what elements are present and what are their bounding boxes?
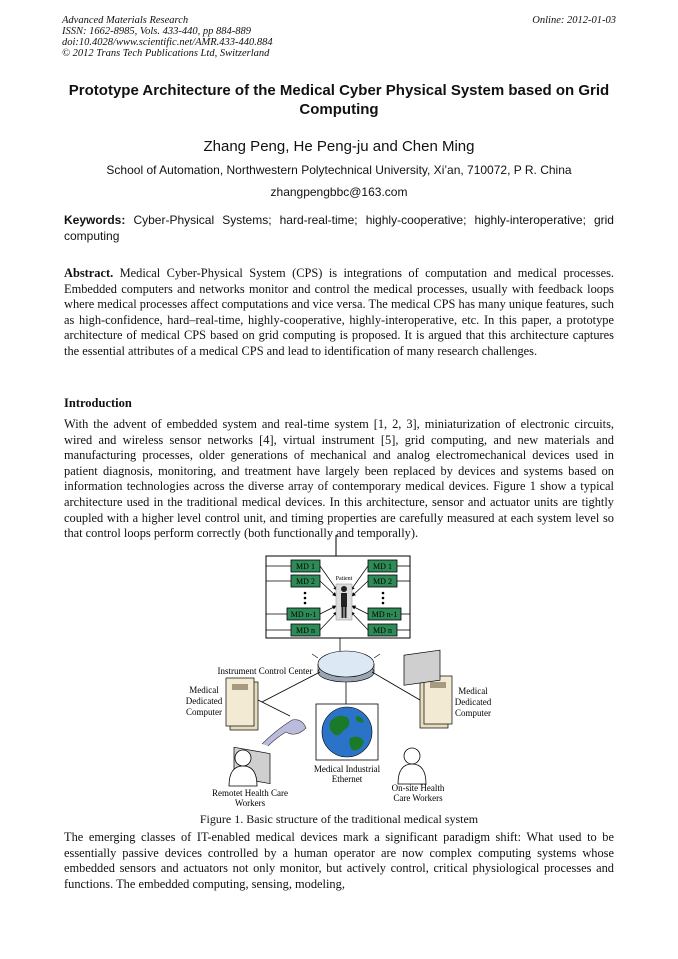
- body-paragraph: The emerging classes of IT-enabled medical devices mark a significant paradigm shift: What used to be essentially passive devices controlled by a human operator are now complex computing systems whose embedded sensors and actuators not only monitor, but actively control, critical physiological processes and functions. The embedded computing, sensing, modeling,: [64, 830, 614, 891]
- affiliation: School of Automation, Northwestern Polytechnical University, Xi’an, 710072, P R. China: [106, 163, 572, 177]
- right-computer-label: Computer: [455, 708, 491, 718]
- md-label: MD n-1: [371, 610, 398, 619]
- onsite-workers-label: On-site Health: [391, 783, 445, 793]
- author-email: zhangpengbbc@163.com: [270, 185, 408, 199]
- online-date: Online: 2012-01-03: [532, 15, 616, 26]
- md-label: MD 1: [296, 562, 315, 571]
- ethernet-globe-icon: [316, 704, 378, 760]
- abstract-text: Medical Cyber-Physical System (CPS) is integrations of computation and medical processes. Embedded computers and networks monitor and control the medical processes, usually with feedback loops where medical processes affect computations and vice versa. The medical CPS has many unique features, such as high-confidence, hard–real-time, highly-cooperative, highly-interoperative, etc. In this paper, a prototype architecture of medical CPS based on grid computing is proposed. It is argued that this architecture captures the essential attributes of a medical CPS and lead to identification of many research challenges.: [64, 266, 614, 358]
- md-label: MD 1: [373, 562, 392, 571]
- keywords-label: Keywords:: [64, 213, 126, 227]
- paper-title: Prototype Architecture of the Medical Cyber Physical System based on Grid Computing: [68, 82, 610, 118]
- issn: ISSN: 1662-8985, Vols. 433-440, pp 884-889: [62, 26, 251, 37]
- cable-icon: [262, 720, 306, 746]
- section-heading-introduction: Introduction: [64, 396, 132, 410]
- onsite-workers-label: Care Workers: [393, 793, 443, 803]
- ethernet-label: Ethernet: [331, 774, 363, 784]
- intro-paragraph: With the advent of embedded system and real-time system [1, 2, 3], miniaturization of electronic circuits, wired and wireless sensor networks [4], virtual instrument [5], grid computing, and new materials and manufacturing processes, older generations of mechanical and analog electromechanical devices used in patient diagnosis, monitoring, and treatment have largely been replaced by devices and systems based on information technologies across the diverse array of contemporary medical devices. Figure 1 show a typical architecture used in the traditional medical devices. In this architecture, sensor and actuator units are tightly coupled with a higher level control unit, and timing properties are carefully measured at each system level so that control loops perform correctly (both functionally and temporally).: [64, 417, 614, 541]
- md-label: MD 2: [373, 577, 392, 586]
- control-center-label: Instrument Control Center: [217, 666, 313, 676]
- left-computer-label: Medical: [189, 685, 219, 695]
- abstract-label: Abstract.: [64, 266, 114, 280]
- journal-name: Advanced Materials Research: [62, 15, 189, 26]
- ethernet-label: Medical Industrial: [313, 764, 381, 774]
- patient-label: Patient: [335, 576, 353, 582]
- figure-caption: Figure 1. Basic structure of the traditional medical system: [199, 812, 479, 826]
- md-label: MD 2: [296, 577, 315, 586]
- left-computer-label: Dedicated: [185, 696, 223, 706]
- remote-workers-label: Remotet Health Care: [212, 788, 288, 798]
- right-computer-label: Dedicated: [454, 697, 492, 707]
- right-computer-label: Medical: [458, 686, 488, 696]
- md-label: MD n-1: [290, 610, 317, 619]
- remote-workers-label: Workers: [234, 798, 266, 808]
- right-computer-icon: [404, 650, 452, 728]
- copyright: © 2012 Trans Tech Publications Ltd, Switzerland: [62, 48, 270, 59]
- doi: doi:10.4028/www.scientific.net/AMR.433-440.884: [62, 37, 273, 48]
- keywords-text: Cyber-Physical Systems; hard-real-time; highly-cooperative; highly-interoperative; grid computing: [64, 213, 614, 243]
- onsite-worker-icon: [398, 748, 426, 784]
- md-right-group: [368, 560, 401, 636]
- authors: Zhang Peng, He Peng-ju and Chen Ming: [203, 138, 475, 155]
- md-label: MD n: [296, 626, 315, 635]
- control-center-icon: [312, 651, 380, 682]
- patient-icon: [336, 584, 352, 620]
- md-label: MD n: [373, 626, 392, 635]
- left-computer-label: Computer: [186, 707, 222, 717]
- md-left-group: [287, 560, 320, 636]
